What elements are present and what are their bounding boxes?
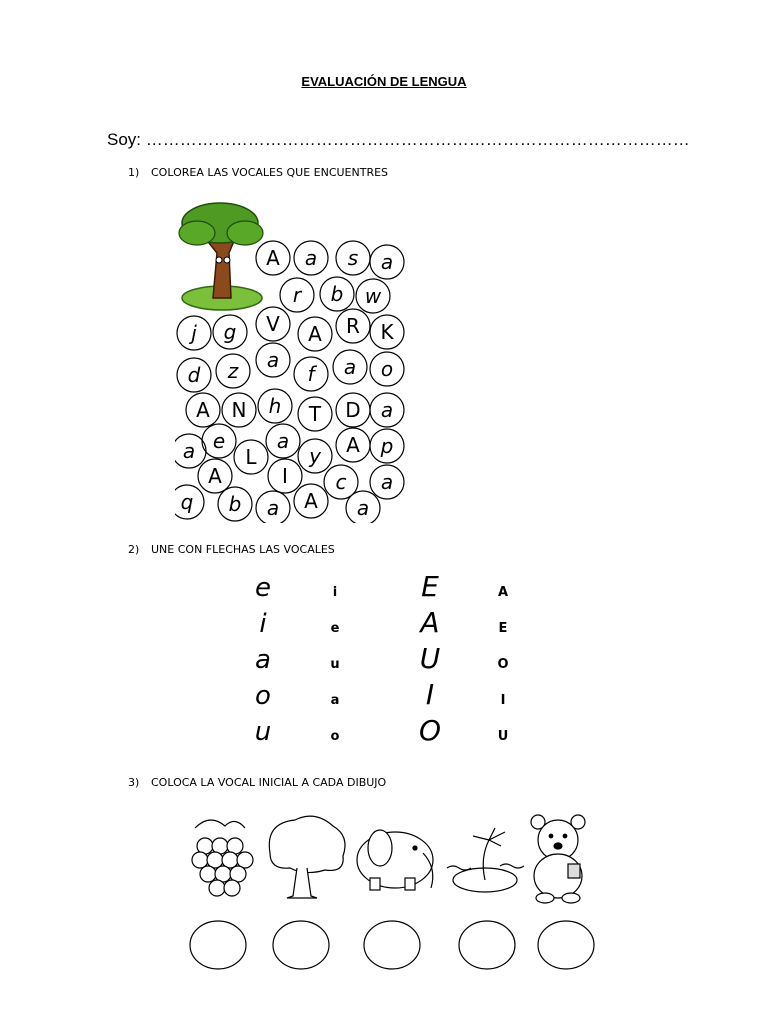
circle-letter: s xyxy=(347,246,359,270)
matching-letter: U xyxy=(497,729,509,744)
island-icon xyxy=(447,828,524,892)
matching-letter: o xyxy=(255,681,271,711)
matching-letter: U xyxy=(419,642,441,675)
circle-letter: a xyxy=(380,470,394,494)
bear-icon xyxy=(531,815,585,903)
circle-letter: a xyxy=(380,250,394,274)
matching-letter: o xyxy=(330,729,340,744)
grapes-icon xyxy=(192,820,253,896)
circle-letter: d xyxy=(187,363,201,387)
circle-letter: o xyxy=(380,357,394,381)
circle-letter: c xyxy=(335,470,347,494)
matching-columns xyxy=(245,570,520,755)
circle-letter: p xyxy=(380,434,394,458)
question-text: COLOREA LAS VOCALES QUE ENCUENTRES xyxy=(151,166,389,179)
circle-letter: V xyxy=(266,312,280,336)
matching-letter: i xyxy=(332,585,338,600)
circle-letter: A xyxy=(308,322,322,346)
matching-letter: A xyxy=(497,585,509,600)
matching-letter: E xyxy=(421,570,439,603)
circle-letter: b xyxy=(228,492,242,516)
matching-letter: e xyxy=(255,573,271,603)
circle-letter: A xyxy=(266,246,280,270)
matching-letter: A xyxy=(420,606,440,639)
vowel-circle-grid xyxy=(175,198,410,523)
circle-letter: A xyxy=(208,464,222,488)
circle-letter: f xyxy=(307,362,315,386)
circle-letter: y xyxy=(309,444,321,468)
tree-drawing-icon xyxy=(269,816,345,898)
circle-letter: a xyxy=(266,496,280,520)
circle-letter: A xyxy=(196,398,210,422)
circle-letter: D xyxy=(345,398,361,422)
circle-letter: q xyxy=(180,490,194,514)
pictures-row xyxy=(175,808,605,973)
circle-letter: L xyxy=(245,445,257,469)
circle-letter: N xyxy=(231,398,247,422)
question-2 xyxy=(128,543,335,556)
circle-letter: e xyxy=(212,429,226,453)
answer-circle[interactable] xyxy=(538,921,594,969)
circle-letter: a xyxy=(343,355,357,379)
question-number: 3) xyxy=(128,776,140,789)
question-3 xyxy=(128,776,386,789)
circle-letter: T xyxy=(308,402,322,426)
question-number: 2) xyxy=(128,543,140,556)
matching-letter: e xyxy=(330,621,340,636)
matching-letter: a xyxy=(330,693,340,708)
circle-letter: a xyxy=(266,348,280,372)
question-text: UNE CON FLECHAS LAS VOCALES xyxy=(151,543,335,556)
matching-letter: u xyxy=(330,657,340,672)
circle-letter: A xyxy=(304,489,318,513)
circle-letter: K xyxy=(380,320,394,344)
matching-letter: O xyxy=(497,657,509,672)
circle-letter: a xyxy=(182,439,196,463)
elephant-icon xyxy=(357,830,433,890)
circle-letter: a xyxy=(356,496,370,520)
circle-letter: I xyxy=(282,464,288,488)
circle-letter: g xyxy=(223,320,237,344)
question-text: COLOCA LA VOCAL INICIAL A CADA DIBUJO xyxy=(151,776,387,789)
circle-letter: A xyxy=(346,433,360,457)
circle-letter: j xyxy=(191,321,197,345)
circle-letter: a xyxy=(304,246,318,270)
circle-letter: z xyxy=(227,359,239,383)
matching-letter: I xyxy=(425,678,435,711)
answer-circle[interactable] xyxy=(273,921,329,969)
answer-circle[interactable] xyxy=(364,921,420,969)
name-line: Soy: …………………………………………………………………………………… xyxy=(107,130,690,149)
matching-letter: E xyxy=(498,621,508,636)
circle-letter: w xyxy=(364,284,382,308)
circle-letter: h xyxy=(268,394,282,418)
answer-circle[interactable] xyxy=(190,921,246,969)
matching-letter: i xyxy=(259,609,267,639)
circle-letter: b xyxy=(330,282,344,306)
matching-letter: O xyxy=(418,714,442,747)
circle-letter: a xyxy=(380,398,394,422)
tree-icon xyxy=(179,203,263,310)
circle-letter: r xyxy=(292,283,302,307)
circle-letter: a xyxy=(276,429,290,453)
matching-letter: a xyxy=(255,645,271,675)
page-title: EVALUACIÓN DE LENGUA xyxy=(301,74,467,89)
question-1 xyxy=(128,166,388,179)
question-number: 1) xyxy=(128,166,140,179)
matching-letter: I xyxy=(500,693,506,708)
answer-circle[interactable] xyxy=(459,921,515,969)
circle-letter: R xyxy=(346,314,360,338)
matching-letter: u xyxy=(254,717,272,747)
